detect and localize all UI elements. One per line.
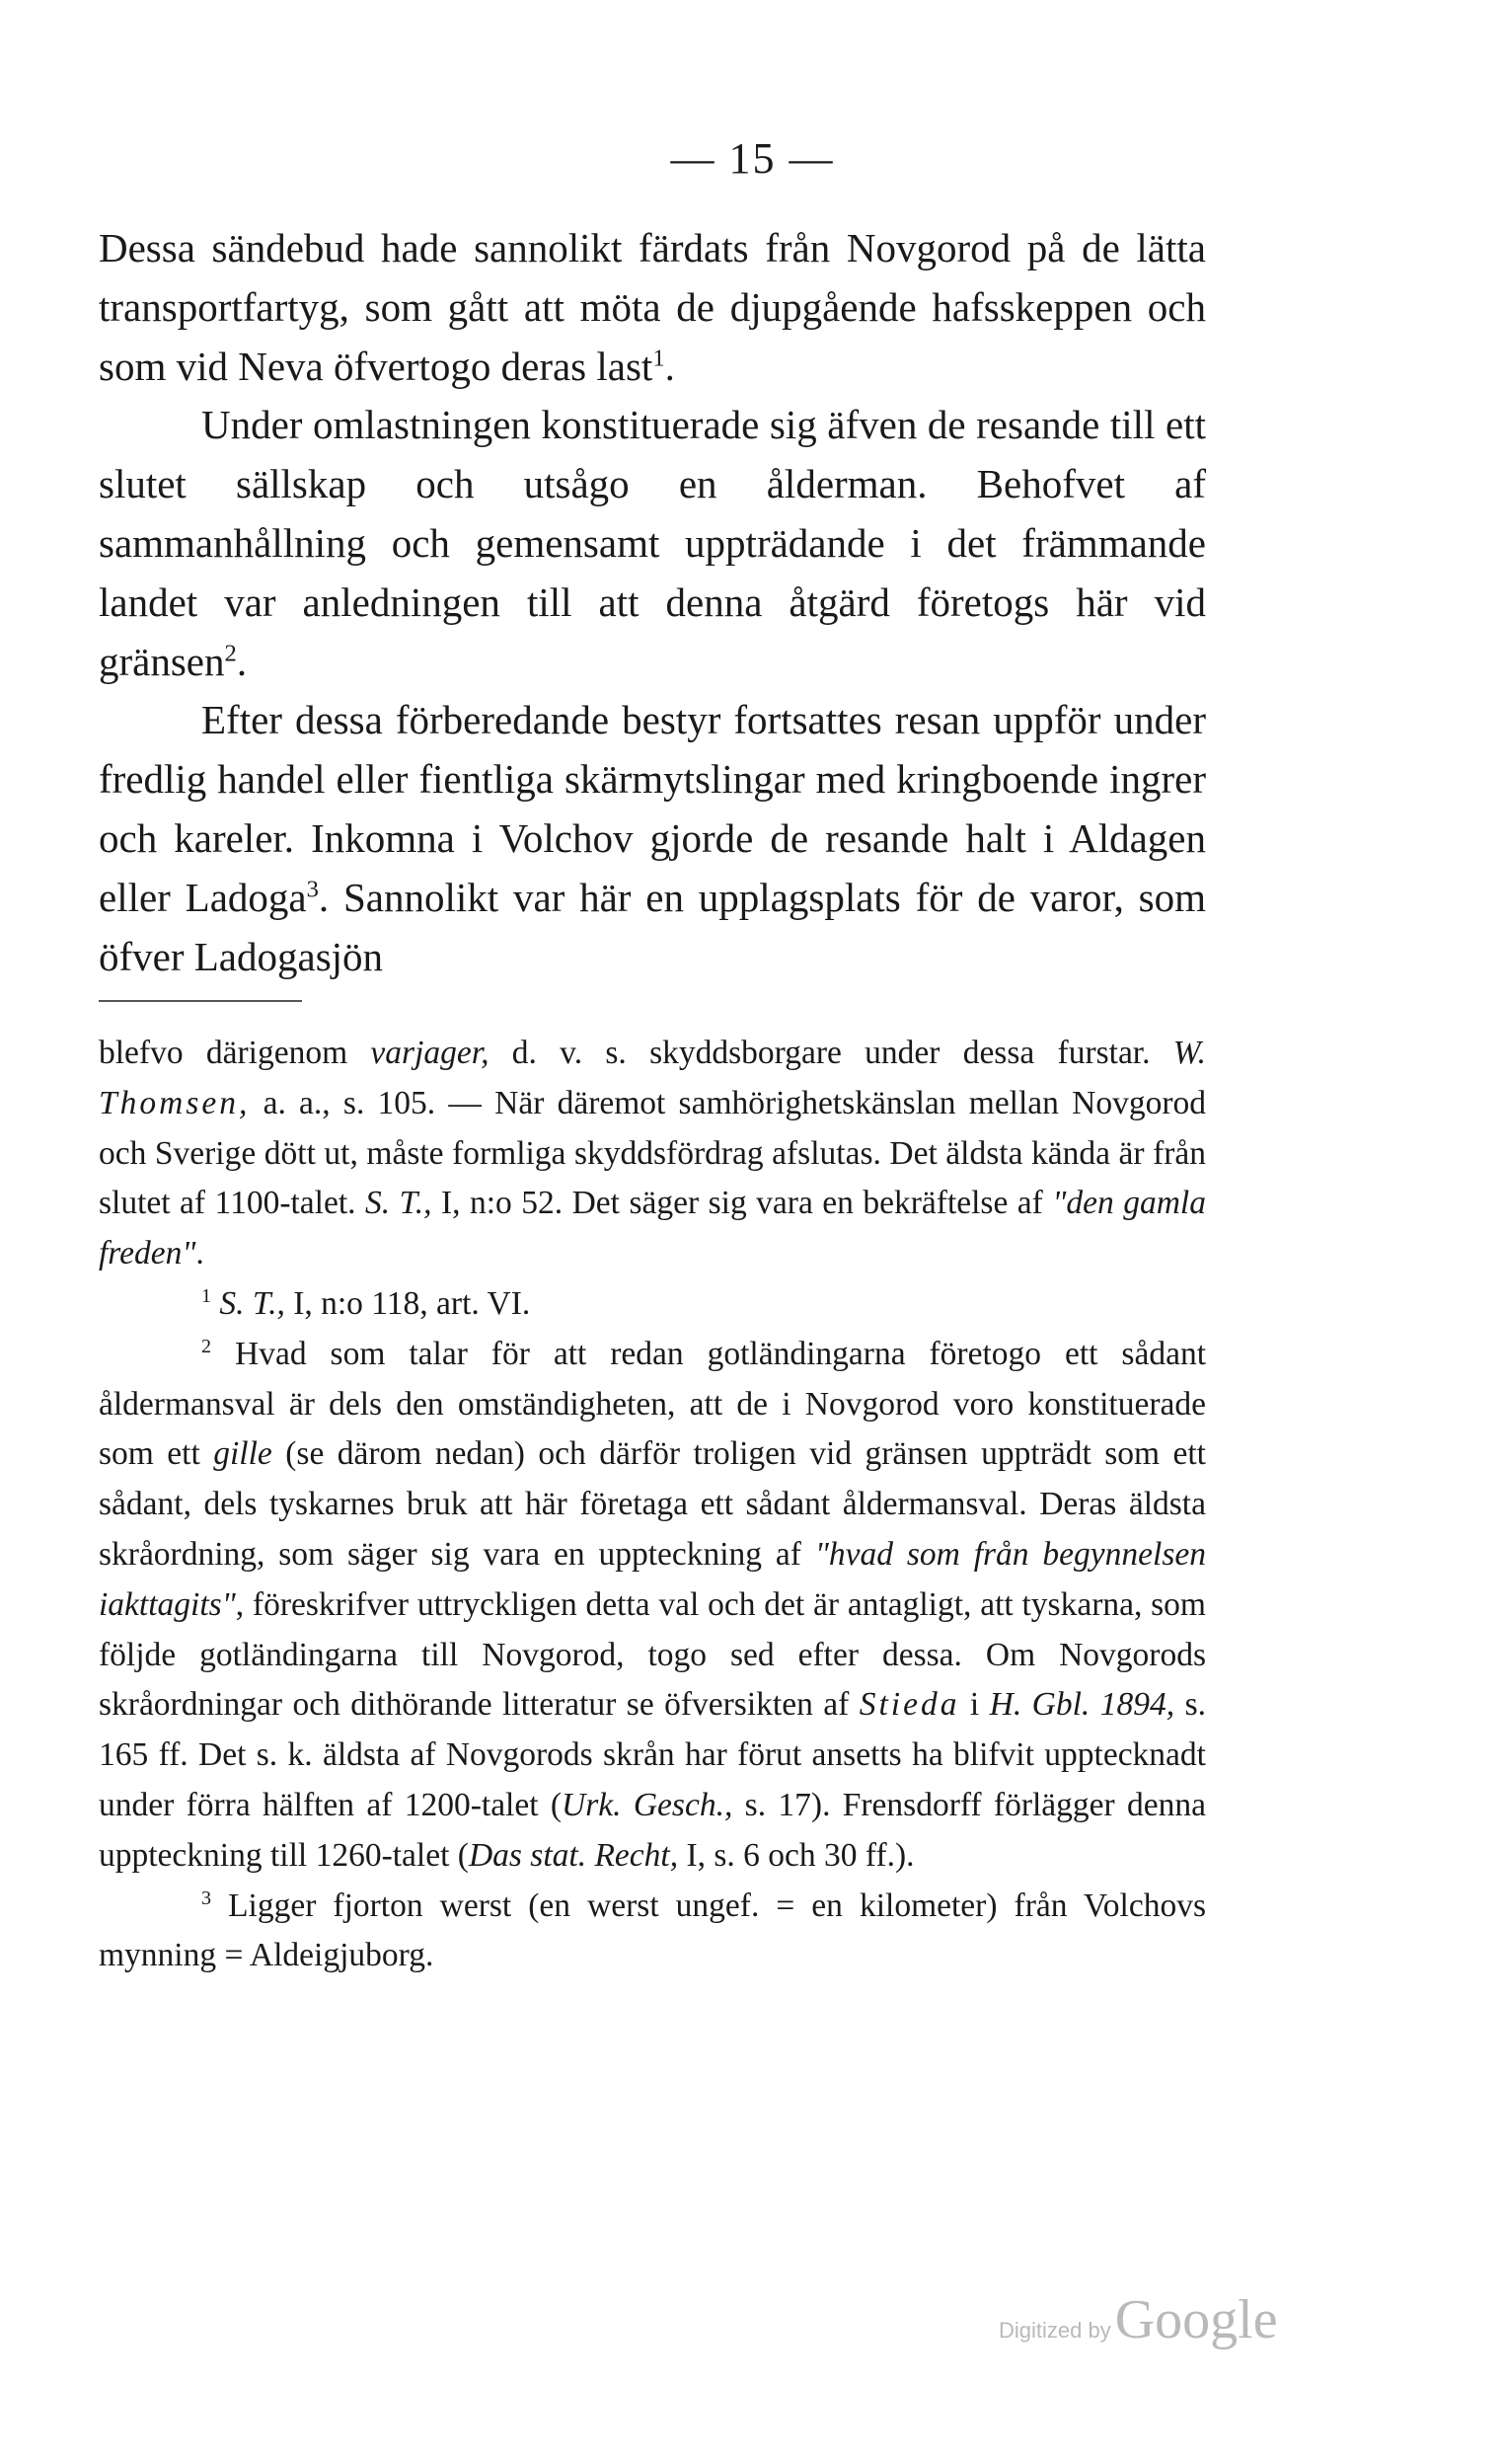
digitized-watermark xyxy=(999,2288,1278,2351)
fn-italic: S. T., xyxy=(219,1284,285,1322)
fn-text: blefvo därigenom xyxy=(99,1035,371,1071)
footnote-ref-1: 1 xyxy=(652,344,665,371)
paragraph-2 xyxy=(99,396,1206,691)
paragraph-1-text: Dessa sändebud hade sannolikt färdats från Novgorod på de lätta transportfartyg, som gått att möta de djupgående hafsskeppen och som vid Neva öfvertogo deras last xyxy=(99,225,1206,389)
footnote-2 xyxy=(99,1330,1206,1882)
fn-text: Hvad som talar för att redan gotländingarna företogo ett sådant åldermansval är dels den omständigheten, att de i Novgorod voro konstituerade som ett xyxy=(99,1335,1206,1473)
main-text xyxy=(99,219,1206,986)
fn-author-name: Thomsen, xyxy=(99,1084,251,1121)
fn-text: I, s. 6 och 30 ff.). xyxy=(678,1836,915,1874)
fn-italic: H. Gbl. 1894, xyxy=(989,1686,1175,1724)
fn-text: i xyxy=(959,1686,990,1724)
footnote-continued xyxy=(99,1029,1206,1279)
fn-text: (se därom nedan) och därför troligen vid gränsen uppträdt som ett sådant, dels tyskarnes bruk att här företaga ett sådant åldermansval. Deras äldsta skråordning, som säger sig vara en uppteckning af xyxy=(99,1435,1206,1573)
fn-italic: Urk. Gesch., xyxy=(562,1786,733,1823)
fn-text: s. 165 ff. Det s. k. äldsta af Novgorods skrån har förut ansetts ha blifvit upptecknadt under förra hälften af 1200-talet ( xyxy=(99,1686,1206,1823)
fn-text: s. 17). Frensdorff förlägger denna uppteckning till 1260-talet ( xyxy=(99,1786,1206,1874)
paragraph-3-text: Efter dessa förberedande bestyr fortsattes resan uppför under fredlig handel eller fientliga skärmytslingar med kringboende ingrer och kareler. Inkomna i Volchov gjorde de resande halt i Aldagen eller Ladoga xyxy=(99,697,1206,920)
paragraph-3 xyxy=(99,691,1206,986)
fn-text: I, n:o 118, art. VI. xyxy=(284,1284,531,1322)
footnote-ref-3: 3 xyxy=(306,876,319,903)
fn-italic: "den gamla freden" xyxy=(99,1185,1206,1272)
footnote-separator xyxy=(99,1000,302,1002)
paragraph-1-tail: . xyxy=(664,343,675,389)
fn-italic: Das stat. Recht, xyxy=(468,1836,679,1874)
footnote-number: 2 xyxy=(201,1335,212,1357)
footnotes xyxy=(99,1029,1206,1981)
fn-text: , föreskrifver uttryckligen detta val och det är antagligt, att tyskarna, som följde gotländingarna till Novgorod, togo sed efter dessa. Om Novgorods skråordningar och dithörande litteratur se öfversikten af xyxy=(99,1585,1206,1724)
watermark-prefix: Digitized by xyxy=(999,2318,1111,2343)
fn-italic: W. xyxy=(1172,1035,1206,1071)
footnote-ref-2: 2 xyxy=(224,639,237,666)
google-logo: Google xyxy=(1114,2289,1278,2350)
fn-author-name: Stieda xyxy=(859,1686,960,1724)
fn-text: Ligger fjorton werst (en werst ungef. = en kilometer) från Volchovs mynning = Aldeigjuborg. xyxy=(99,1886,1206,1974)
fn-italic: S. T., xyxy=(364,1185,432,1222)
paragraph-3-tail: . Sannolikt var här en upplagsplats för de varor, som öfver Ladogasjön xyxy=(99,874,1206,979)
page-number: — 15 — xyxy=(670,134,835,183)
footnote-3 xyxy=(99,1882,1206,1982)
paragraph-1 xyxy=(99,219,1206,396)
footnote-number: 1 xyxy=(201,1284,212,1307)
fn-text: d. v. s. skyddsborgare under dessa furstar. xyxy=(489,1035,1173,1071)
fn-italic: varjager, xyxy=(370,1035,489,1071)
paragraph-2-tail: . xyxy=(236,638,248,684)
fn-text: . xyxy=(195,1235,204,1272)
fn-italic: "hvad som från begynnelsen iakttagits" xyxy=(99,1535,1206,1623)
footnote-number: 3 xyxy=(201,1886,212,1909)
fn-text: a. a., s. 105. — När däremot samhörighetskänslan mellan Novgorod och Sverige dött ut, måste formliga skyddsfördrag afslutas. Det äldsta kända är från slutet af 1100-talet. xyxy=(99,1084,1206,1222)
fn-italic: gille xyxy=(213,1435,272,1473)
fn-text: I, n:o 52. Det säger sig vara en bekräftelse af xyxy=(431,1185,1053,1222)
paragraph-2-text: Under omlastningen konstituerade sig äfven de resande till ett slutet sällskap och utsågo en ålderman. Behofvet af sammanhållning och gemensamt uppträdande i det främmande landet var anledningen till att denna åtgärd företogs här vid gränsen xyxy=(99,402,1206,684)
footnote-1 xyxy=(99,1279,1206,1330)
